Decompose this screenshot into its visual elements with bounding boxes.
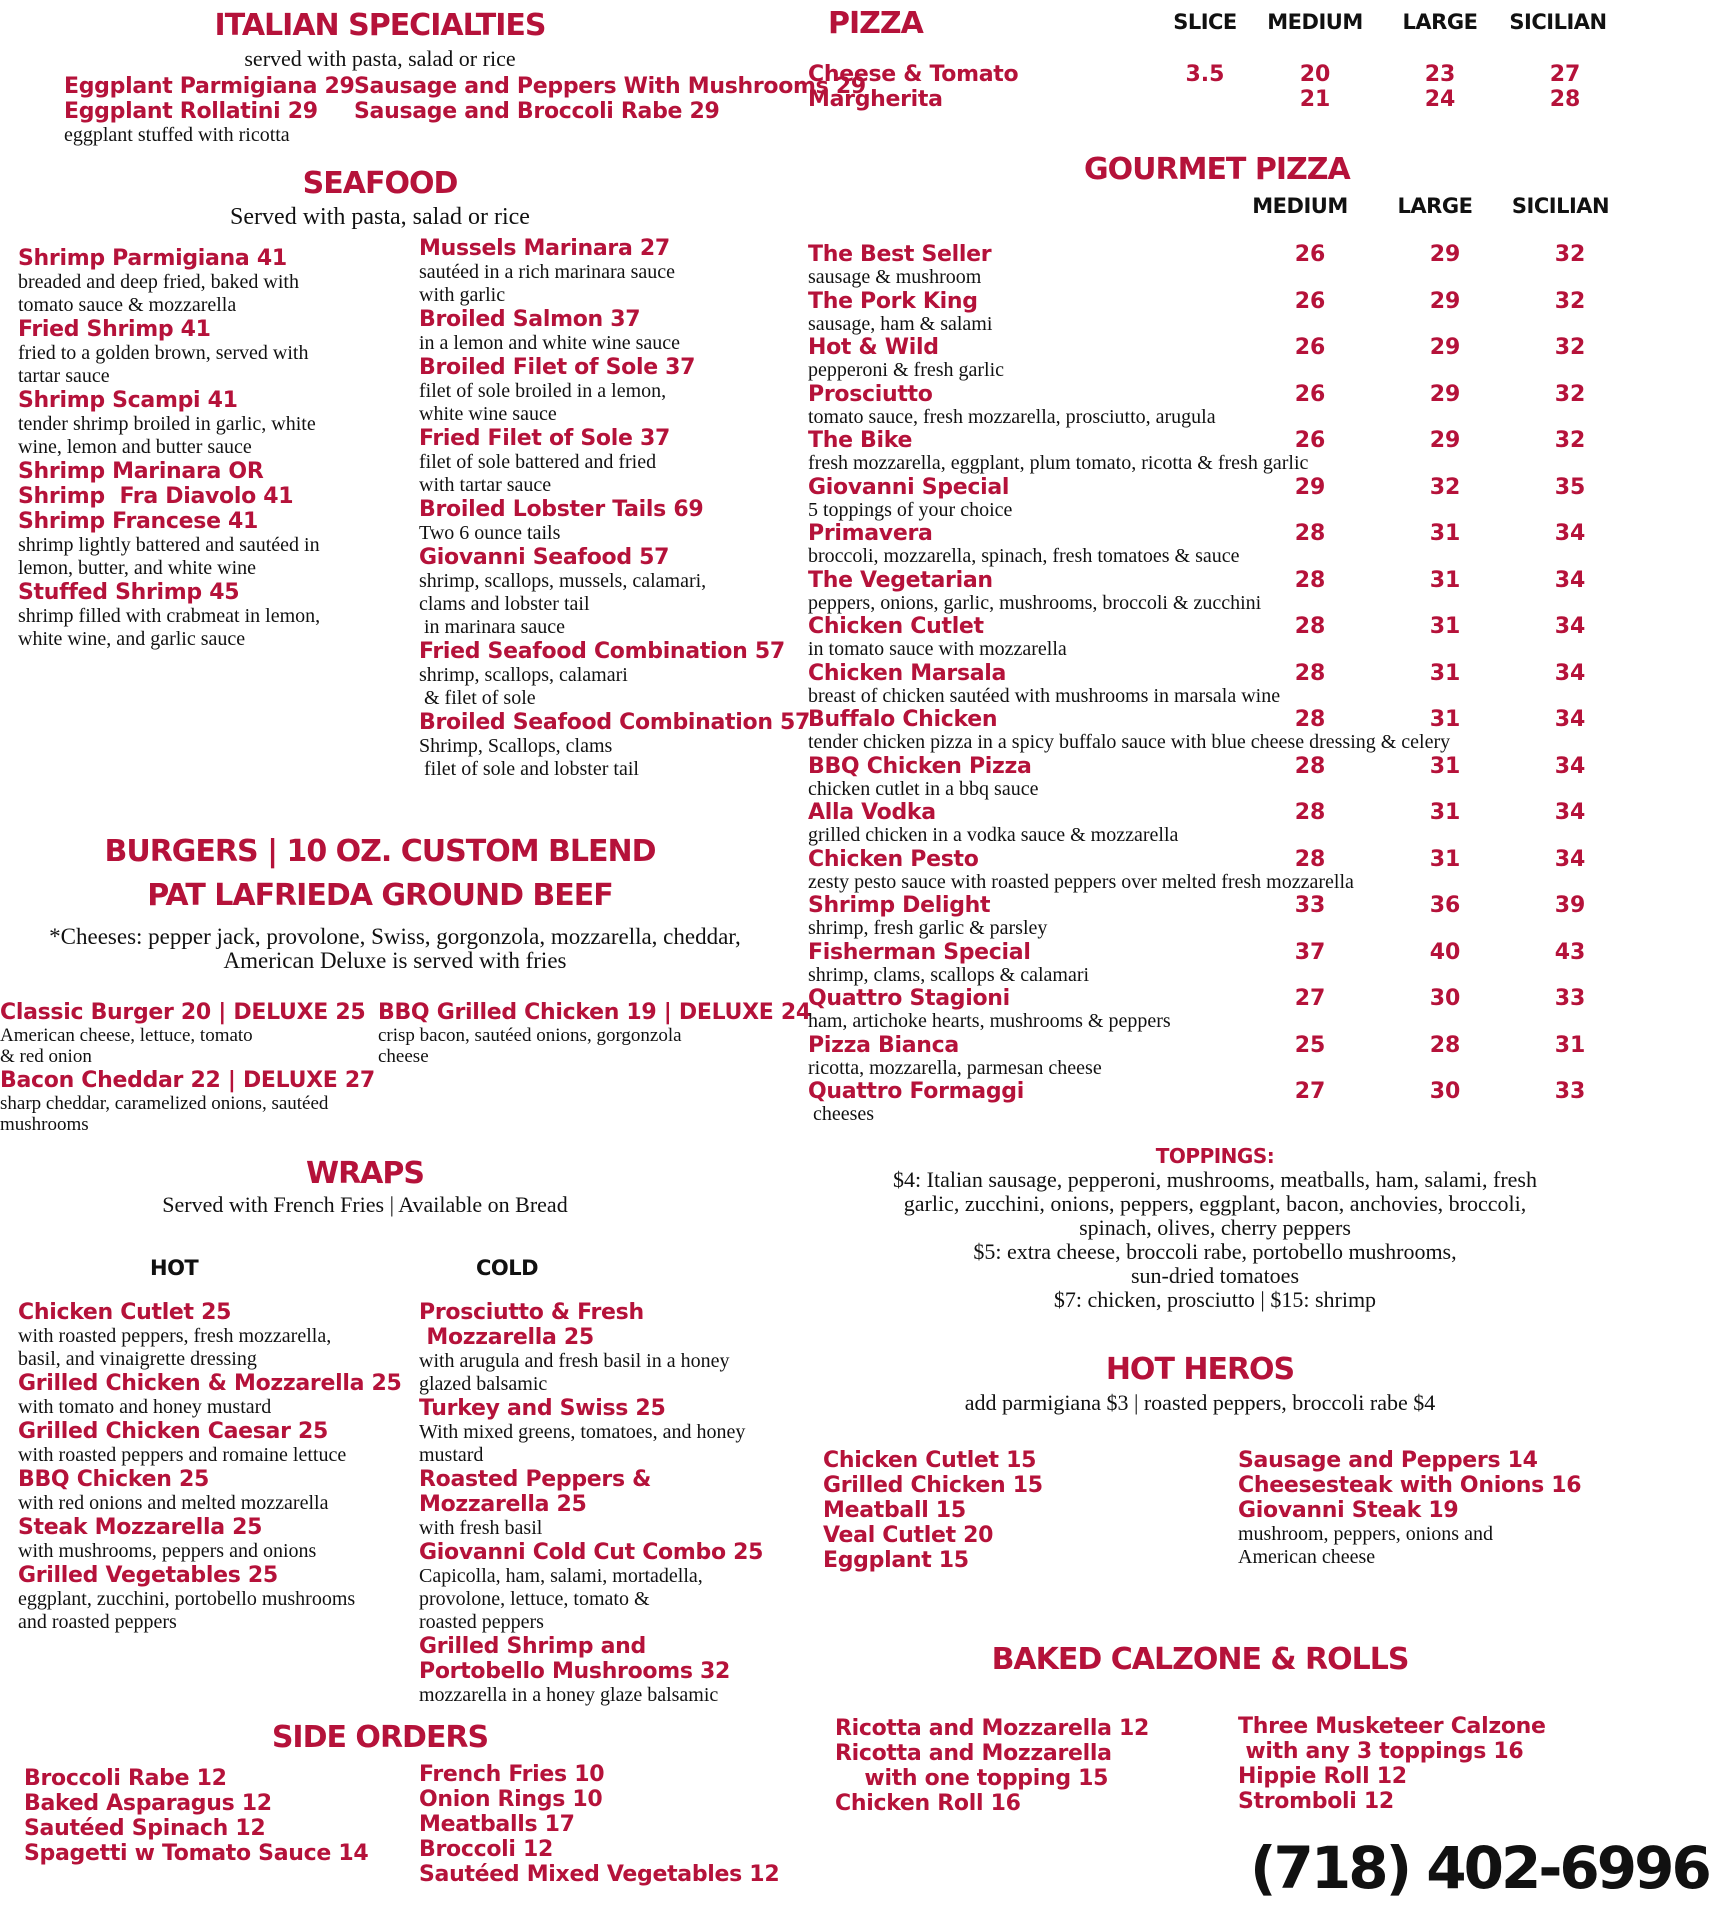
gourmet-pizza-description: 5 toppings of your choice xyxy=(808,498,1013,521)
gourmet-pizza-price: 43 xyxy=(1554,939,1586,965)
gourmet-pizza-name: The Pork King xyxy=(808,288,978,314)
heros-subtitle: add parmigiana $3 | roasted peppers, broccoli rabe $4 xyxy=(964,1390,1436,1415)
gourmet-pizza-description: broccoli, mozzarella, spinach, fresh tomatoes & sauce xyxy=(808,545,1240,567)
menu-item: Chicken Cutlet 15 xyxy=(823,1448,1037,1473)
seafood-right-list xyxy=(419,236,810,781)
gourmet-pizza-description: pepperoni & fresh garlic xyxy=(808,359,1005,381)
item-description: & filet of sole xyxy=(419,687,536,709)
gourmet-pizza-name: The Vegetarian xyxy=(808,567,993,593)
menu-item: Chicken Cutlet 25 xyxy=(18,1300,232,1325)
gourmet-pizza-price: 28 xyxy=(1294,567,1326,593)
gourmet-pizza-description: shrimp, fresh garlic & parsley xyxy=(808,917,1048,939)
menu-item: Shrimp Marinara OR xyxy=(18,459,264,484)
gourmet-pizza-price: 29 xyxy=(1429,288,1461,314)
item-description: Shrimp, Scallops, clams xyxy=(419,735,613,757)
item-description: with arugula and fresh basil in a honey xyxy=(419,1350,730,1372)
menu-item: Portobello Mushrooms 32 xyxy=(419,1659,731,1684)
italian-left-list xyxy=(64,74,355,147)
gourmet-pizza-name: Buffalo Chicken xyxy=(808,707,998,732)
gourmet-pizza-price: 32 xyxy=(1554,428,1586,453)
menu-item: with one topping 15 xyxy=(835,1766,1109,1791)
item-description: with roasted peppers and romaine lettuce xyxy=(18,1444,347,1466)
menu-item: Sausage and Peppers 14 xyxy=(1238,1448,1538,1473)
menu-item: Eggplant 15 xyxy=(823,1548,969,1573)
item-description: Two 6 ounce tails xyxy=(419,522,561,544)
pizza-header-sicilian: SICILIAN xyxy=(1509,10,1607,34)
gourmet-pizza-price: 32 xyxy=(1554,288,1586,314)
menu-item: Mozzarella 25 xyxy=(419,1492,587,1517)
gourmet-pizza-name: Chicken Pesto xyxy=(808,846,979,872)
item-description: filet of sole battered and fried xyxy=(419,451,657,473)
gourmet-pizza-price: 31 xyxy=(1554,1032,1586,1058)
sides-left-list xyxy=(24,1766,368,1866)
menu-item: Sautéed Spinach 12 xyxy=(24,1816,266,1841)
gourmet-pizza-price: 34 xyxy=(1554,800,1586,825)
item-description: mushrooms xyxy=(0,1114,89,1135)
gourmet-title: GOURMET PIZZA xyxy=(1084,152,1350,187)
menu-item: Stromboli 12 xyxy=(1238,1789,1394,1814)
gourmet-pizza-price: 34 xyxy=(1554,846,1586,872)
gourmet-header-medium: MEDIUM xyxy=(1252,194,1348,218)
pizza-header-medium: MEDIUM xyxy=(1267,10,1363,34)
gourmet-pizza-description: breast of chicken sautéed with mushrooms in marsala wine xyxy=(808,684,1281,707)
pizza-header-large: LARGE xyxy=(1402,10,1478,34)
gourmet-pizza-name: Chicken Marsala xyxy=(808,660,1007,686)
toppings-title: TOPPINGS: xyxy=(1155,1144,1275,1168)
gourmet-pizza-description: zesty pesto sauce with roasted peppers over melted fresh mozzarella xyxy=(808,870,1354,893)
calzone-title: BAKED CALZONE & ROLLS xyxy=(991,1642,1409,1677)
sides-right-list xyxy=(419,1762,779,1887)
item-description: glazed balsamic xyxy=(419,1373,548,1395)
item-description: American cheese xyxy=(1238,1546,1376,1568)
gourmet-pizza-price: 31 xyxy=(1429,800,1461,825)
menu-item: BBQ Chicken 25 xyxy=(18,1467,209,1492)
pizza-price: 21 xyxy=(1299,87,1331,112)
menu-item: French Fries 10 xyxy=(419,1762,605,1787)
gourmet-pizza-price: 34 xyxy=(1554,614,1586,639)
gourmet-pizza-name: Chicken Cutlet xyxy=(808,614,984,639)
heros-left-list xyxy=(823,1448,1043,1573)
gourmet-pizza-description: peppers, onions, garlic, mushrooms, broccoli & zucchini xyxy=(808,591,1262,614)
item-description: with tartar sauce xyxy=(419,474,552,496)
gourmet-pizza-name: Prosciutto xyxy=(808,381,933,407)
gourmet-pizza-price: 28 xyxy=(1294,614,1326,639)
seafood-left-list xyxy=(18,246,320,651)
gourmet-pizza-price: 34 xyxy=(1554,521,1586,546)
gourmet-pizza-price: 26 xyxy=(1294,288,1326,314)
menu-item: Grilled Chicken Caesar 25 xyxy=(18,1419,329,1444)
gourmet-pizza-price: 31 xyxy=(1429,707,1461,732)
wraps-title: WRAPS xyxy=(305,1156,424,1191)
menu-item: Giovanni Seafood 57 xyxy=(419,545,670,570)
gourmet-pizza-price: 31 xyxy=(1429,753,1461,779)
gourmet-pizza-price: 32 xyxy=(1554,381,1586,407)
menu-item: Classic Burger 20 | DELUXE 25 xyxy=(0,1000,366,1025)
menu-item: Meatball 15 xyxy=(823,1498,966,1523)
gourmet-pizza-price: 34 xyxy=(1554,753,1586,779)
gourmet-pizza-price: 30 xyxy=(1429,986,1461,1011)
item-description: shrimp, scallops, mussels, calamari, xyxy=(419,570,707,592)
gourmet-pizza-price: 32 xyxy=(1554,242,1586,267)
toppings-line: sun-dried tomatoes xyxy=(1130,1263,1300,1288)
item-description: mustard xyxy=(419,1444,484,1466)
menu-item: Roasted Peppers & xyxy=(419,1467,651,1492)
gourmet-pizza-price: 37 xyxy=(1294,939,1326,965)
menu-item: Sausage and Broccoli Rabe 29 xyxy=(354,99,720,124)
item-description: shrimp filled with crabmeat in lemon, xyxy=(18,605,321,627)
pizza-title: PIZZA xyxy=(828,6,923,41)
item-description: eggplant stuffed with ricotta xyxy=(64,124,290,146)
menu-item: Shrimp Scampi 41 xyxy=(18,388,238,413)
gourmet-pizza-price: 26 xyxy=(1294,335,1326,360)
menu-item: Grilled Vegetables 25 xyxy=(18,1563,278,1588)
menu-item: Mussels Marinara 27 xyxy=(419,236,670,261)
toppings-line: garlic, zucchini, onions, peppers, eggplant, bacon, anchovies, broccoli, xyxy=(903,1191,1527,1216)
seafood-title: SEAFOOD xyxy=(302,166,458,201)
menu-item: Fried Filet of Sole 37 xyxy=(419,426,670,451)
gourmet-pizza-price: 32 xyxy=(1429,474,1461,500)
gourmet-pizza-price: 28 xyxy=(1294,846,1326,872)
burgers-subtitle: PAT LAFRIEDA GROUND BEEF xyxy=(147,878,613,913)
gourmet-pizza-description: fresh mozzarella, eggplant, plum tomato, ricotta & fresh garlic xyxy=(808,452,1309,474)
menu-item: Onion Rings 10 xyxy=(419,1787,603,1812)
item-description: lemon, butter, and white wine xyxy=(18,557,257,579)
menu-item: Ricotta and Mozzarella xyxy=(835,1741,1112,1766)
gourmet-pizza-name: The Best Seller xyxy=(808,242,992,267)
item-description: Capicolla, ham, salami, mortadella, xyxy=(419,1565,703,1587)
item-description: provolone, lettuce, tomato & xyxy=(419,1588,650,1610)
gourmet-pizza-description: sausage & mushroom xyxy=(808,266,982,288)
menu-item: Prosciutto & Fresh xyxy=(419,1300,644,1325)
item-description: with red onions and melted mozzarella xyxy=(18,1492,329,1514)
item-description: wine, lemon and butter sauce xyxy=(18,436,252,458)
menu-item: Bacon Cheddar 22 | DELUXE 27 xyxy=(0,1068,375,1093)
toppings-line: $7: chicken, prosciutto | $15: shrimp xyxy=(1053,1287,1377,1312)
menu-item: Shrimp Parmigiana 41 xyxy=(18,246,287,271)
menu-item: Broiled Filet of Sole 37 xyxy=(419,355,696,380)
item-description: tender shrimp broiled in garlic, white xyxy=(18,413,316,435)
sides-title: SIDE ORDERS xyxy=(271,1720,489,1755)
menu-item: Spagetti w Tomato Sauce 14 xyxy=(24,1841,369,1866)
gourmet-pizza-name: Hot & Wild xyxy=(808,335,939,360)
item-description: tomato sauce & mozzarella xyxy=(18,294,237,316)
gourmet-header-large: LARGE xyxy=(1397,194,1473,218)
gourmet-pizza-name: Quattro Formaggi xyxy=(808,1079,1024,1104)
gourmet-pizza-price: 31 xyxy=(1429,614,1461,639)
gourmet-pizza-price: 29 xyxy=(1294,474,1326,500)
gourmet-pizza-name: Quattro Stagioni xyxy=(808,986,1010,1011)
toppings-line: $4: Italian sausage, pepperoni, mushrooms, meatballs, ham, salami, fresh xyxy=(893,1167,1537,1192)
gourmet-pizza-price: 31 xyxy=(1429,521,1461,546)
menu-item: BBQ Grilled Chicken 19 | DELUXE 24 xyxy=(378,1000,811,1025)
burger-item xyxy=(0,1000,365,1067)
gourmet-pizza-description: cheeses xyxy=(808,1103,875,1125)
item-description: basil, and vinaigrette dressing xyxy=(18,1348,257,1370)
wraps-subtitle: Served with French Fries | Available on Bread xyxy=(162,1192,568,1217)
item-description: roasted peppers xyxy=(419,1611,544,1633)
toppings-list xyxy=(790,1168,1640,1312)
gourmet-pizza-description: chicken cutlet in a bbq sauce xyxy=(808,777,1039,800)
item-description: with tomato and honey mustard xyxy=(18,1396,272,1418)
gourmet-pizza-description: sausage, ham & salami xyxy=(808,312,993,335)
item-description: filet of sole broiled in a lemon, xyxy=(419,380,667,402)
gourmet-pizza-price: 28 xyxy=(1429,1032,1461,1058)
menu-item: Meatballs 17 xyxy=(419,1812,575,1837)
pizza-name: Cheese & Tomato xyxy=(808,62,1019,87)
gourmet-pizza-price: 33 xyxy=(1554,1079,1586,1104)
item-description: and roasted peppers xyxy=(18,1611,177,1633)
heros-right-list xyxy=(1238,1448,1581,1569)
menu-item: Eggplant Rollatini 29 xyxy=(64,99,318,124)
menu-item: Broccoli 12 xyxy=(419,1837,553,1862)
item-description: fried to a golden brown, served with xyxy=(18,342,309,364)
gourmet-pizza-price: 29 xyxy=(1429,242,1461,267)
gourmet-pizza-price: 28 xyxy=(1294,660,1326,686)
gourmet-pizza-price: 29 xyxy=(1429,428,1461,453)
pizza-header-slice: SLICE xyxy=(1173,10,1237,34)
menu-item: Sautéed Mixed Vegetables 12 xyxy=(419,1862,780,1887)
item-description: with fresh basil xyxy=(419,1517,543,1539)
item-description: clams and lobster tail xyxy=(419,593,590,615)
burgers-note: *Cheeses: pepper jack, provolone, Swiss, gorgonzola, mozzarella, cheddar, xyxy=(49,924,741,949)
burgers-title: BURGERS | 10 OZ. CUSTOM BLEND xyxy=(104,834,656,869)
menu-item: Fried Shrimp 41 xyxy=(18,317,211,342)
item-description: eggplant, zucchini, portobello mushrooms xyxy=(18,1588,356,1610)
wraps-hot-label: HOT xyxy=(150,1256,199,1280)
gourmet-pizza-price: 28 xyxy=(1294,707,1326,732)
toppings-line: spinach, olives, cherry peppers xyxy=(1079,1215,1351,1240)
gourmet-pizza-name: Shrimp Delight xyxy=(808,893,991,918)
menu-item: Veal Cutlet 20 xyxy=(823,1523,994,1548)
menu-item: Broiled Seafood Combination 57 xyxy=(419,710,811,735)
gourmet-pizza-description: ricotta, mozzarella, parmesan cheese xyxy=(808,1056,1102,1079)
menu-item: Baked Asparagus 12 xyxy=(24,1791,272,1816)
menu-item: Chicken Roll 16 xyxy=(835,1791,1021,1816)
gourmet-pizza-price: 26 xyxy=(1294,242,1326,267)
gourmet-pizza-description: tender chicken pizza in a spicy buffalo sauce with blue cheese dressing & celery xyxy=(808,731,1451,753)
menu-item: Cheesesteak with Onions 16 xyxy=(1238,1473,1582,1498)
gourmet-pizza-price: 31 xyxy=(1429,846,1461,872)
pizza-price: 27 xyxy=(1549,62,1581,87)
italian-title: ITALIAN SPECIALTIES xyxy=(214,8,546,43)
menu-item: Shrimp Fra Diavolo 41 xyxy=(18,484,294,509)
gourmet-pizza-price: 32 xyxy=(1554,335,1586,360)
gourmet-pizza-price: 36 xyxy=(1429,893,1461,918)
burgers-note: American Deluxe is served with fries xyxy=(223,948,567,973)
gourmet-pizza-price: 33 xyxy=(1554,986,1586,1011)
gourmet-pizza-name: The Bike xyxy=(808,428,913,453)
item-description: filet of sole and lobster tail xyxy=(419,758,639,780)
gourmet-pizza-name: Primavera xyxy=(808,521,933,546)
menu-item: Turkey and Swiss 25 xyxy=(419,1396,666,1421)
gourmet-pizza-price: 26 xyxy=(1294,381,1326,407)
wraps-hot-list xyxy=(18,1300,402,1634)
pizza-name: Margherita xyxy=(808,87,943,112)
item-description: tartar sauce xyxy=(18,365,110,387)
pizza-price: 23 xyxy=(1424,62,1456,87)
gourmet-pizza-price: 25 xyxy=(1294,1032,1326,1058)
toppings-line: $5: extra cheese, broccoli rabe, portobello mushrooms, xyxy=(973,1239,1457,1264)
gourmet-pizza-price: 27 xyxy=(1294,1079,1326,1104)
menu-item: Grilled Chicken & Mozzarella 25 xyxy=(18,1371,402,1396)
phone-number: (718) 402-6996 xyxy=(1250,1834,1709,1902)
gourmet-pizza-price: 26 xyxy=(1294,428,1326,453)
gourmet-pizza-price: 31 xyxy=(1429,660,1461,686)
menu-item: Steak Mozzarella 25 xyxy=(18,1515,263,1540)
calzone-left-list xyxy=(835,1716,1149,1816)
menu-item: Giovanni Cold Cut Combo 25 xyxy=(419,1540,764,1565)
heros-title: HOT HEROS xyxy=(1105,1352,1295,1387)
menu-item: Ricotta and Mozzarella 12 xyxy=(835,1716,1150,1741)
menu-item: Shrimp Francese 41 xyxy=(18,509,259,534)
burger-item xyxy=(0,1068,375,1135)
item-description: shrimp, scallops, calamari xyxy=(419,664,628,686)
menu-item: Three Musketeer Calzone xyxy=(1238,1714,1546,1739)
item-description: crisp bacon, sautéed onions, gorgonzola xyxy=(378,1025,682,1046)
gourmet-pizza-price: 29 xyxy=(1429,335,1461,360)
gourmet-pizza-price: 31 xyxy=(1429,567,1461,593)
gourmet-pizza-name: Pizza Bianca xyxy=(808,1032,959,1058)
gourmet-pizza-description: in tomato sauce with mozzarella xyxy=(808,638,1067,660)
item-description: in marinara sauce xyxy=(419,616,566,638)
menu-item: Sausage and Peppers With Mushrooms 29 xyxy=(354,74,866,99)
item-description: shrimp lightly battered and sautéed in xyxy=(18,534,320,556)
wraps-cold-list xyxy=(419,1300,763,1707)
gourmet-pizza-price: 30 xyxy=(1429,1079,1461,1104)
gourmet-pizza-description: ham, artichoke hearts, mushrooms & peppers xyxy=(808,1010,1171,1032)
item-description: in a lemon and white wine sauce xyxy=(419,332,681,354)
menu-item: Grilled Chicken 15 xyxy=(823,1473,1043,1498)
item-description: with garlic xyxy=(419,284,506,306)
gourmet-pizza-price: 34 xyxy=(1554,567,1586,593)
menu-item: Giovanni Steak 19 xyxy=(1238,1498,1459,1523)
pizza-price: 24 xyxy=(1424,87,1456,112)
gourmet-pizza-price: 40 xyxy=(1429,939,1461,965)
menu-item: with any 3 toppings 16 xyxy=(1238,1739,1524,1764)
burger-item xyxy=(378,1000,811,1067)
item-description: with roasted peppers, fresh mozzarella, xyxy=(18,1325,332,1347)
menu-item: Broiled Salmon 37 xyxy=(419,307,641,332)
item-description: mozzarella in a honey glaze balsamic xyxy=(419,1684,719,1706)
gourmet-pizza-description: grilled chicken in a vodka sauce & mozzarella xyxy=(808,824,1179,846)
item-description: sautéed in a rich marinara sauce xyxy=(419,261,675,283)
menu-item: Broccoli Rabe 12 xyxy=(24,1766,227,1791)
item-description: American cheese, lettuce, tomato xyxy=(0,1025,253,1046)
menu-item: Mozzarella 25 xyxy=(419,1325,594,1350)
gourmet-pizza-name: Fisherman Special xyxy=(808,939,1031,965)
item-description: With mixed greens, tomatoes, and honey xyxy=(419,1421,746,1443)
menu-item: Fried Seafood Combination 57 xyxy=(419,639,785,664)
gourmet-pizza-price: 28 xyxy=(1294,753,1326,779)
item-description: white wine, and garlic sauce xyxy=(18,628,246,650)
gourmet-pizza-price: 39 xyxy=(1554,893,1586,918)
gourmet-pizza-price: 35 xyxy=(1554,474,1586,500)
menu-item: Hippie Roll 12 xyxy=(1238,1764,1407,1789)
menu-item: Stuffed Shrimp 45 xyxy=(18,580,240,605)
item-description: with mushrooms, peppers and onions xyxy=(18,1540,317,1562)
pizza-price: 28 xyxy=(1549,87,1581,112)
gourmet-pizza-price: 28 xyxy=(1294,521,1326,546)
seafood-subtitle: Served with pasta, salad or rice xyxy=(230,204,530,230)
gourmet-pizza-price: 28 xyxy=(1294,800,1326,825)
italian-right-list xyxy=(354,74,866,124)
gourmet-pizza-price: 33 xyxy=(1294,893,1326,918)
gourmet-pizza-description: shrimp, clams, scallops & calamari xyxy=(808,963,1090,986)
gourmet-pizza-price: 34 xyxy=(1554,660,1586,686)
item-description: sharp cheddar, caramelized onions, sautéed xyxy=(0,1093,329,1114)
menu-item: Grilled Shrimp and xyxy=(419,1634,646,1659)
item-description: mushroom, peppers, onions and xyxy=(1238,1523,1493,1545)
menu-item: Broiled Lobster Tails 69 xyxy=(419,497,704,522)
calzone-right-list xyxy=(1238,1714,1546,1814)
menu-item: Eggplant Parmigiana 29 xyxy=(64,74,355,99)
item-description: & red onion xyxy=(0,1046,92,1067)
gourmet-pizza-price: 29 xyxy=(1429,381,1461,407)
item-description: cheese xyxy=(378,1046,429,1067)
gourmet-pizza-description: tomato sauce, fresh mozzarella, prosciutto, arugula xyxy=(808,405,1216,428)
gourmet-pizza-name: Giovanni Special xyxy=(808,474,1010,500)
gourmet-pizza-price: 34 xyxy=(1554,707,1586,732)
gourmet-header-sicilian: SICILIAN xyxy=(1511,194,1610,218)
gourmet-pizza-name: BBQ Chicken Pizza xyxy=(808,753,1032,779)
pizza-price: 20 xyxy=(1299,62,1331,87)
wraps-cold-label: COLD xyxy=(476,1256,539,1280)
gourmet-pizza-name: Alla Vodka xyxy=(808,800,936,825)
item-description: breaded and deep fried, baked with xyxy=(18,271,299,293)
pizza-price: 3.5 xyxy=(1185,62,1225,87)
item-description: white wine sauce xyxy=(419,403,557,425)
italian-subtitle: served with pasta, salad or rice xyxy=(244,46,516,71)
gourmet-pizza-price: 27 xyxy=(1294,986,1326,1011)
